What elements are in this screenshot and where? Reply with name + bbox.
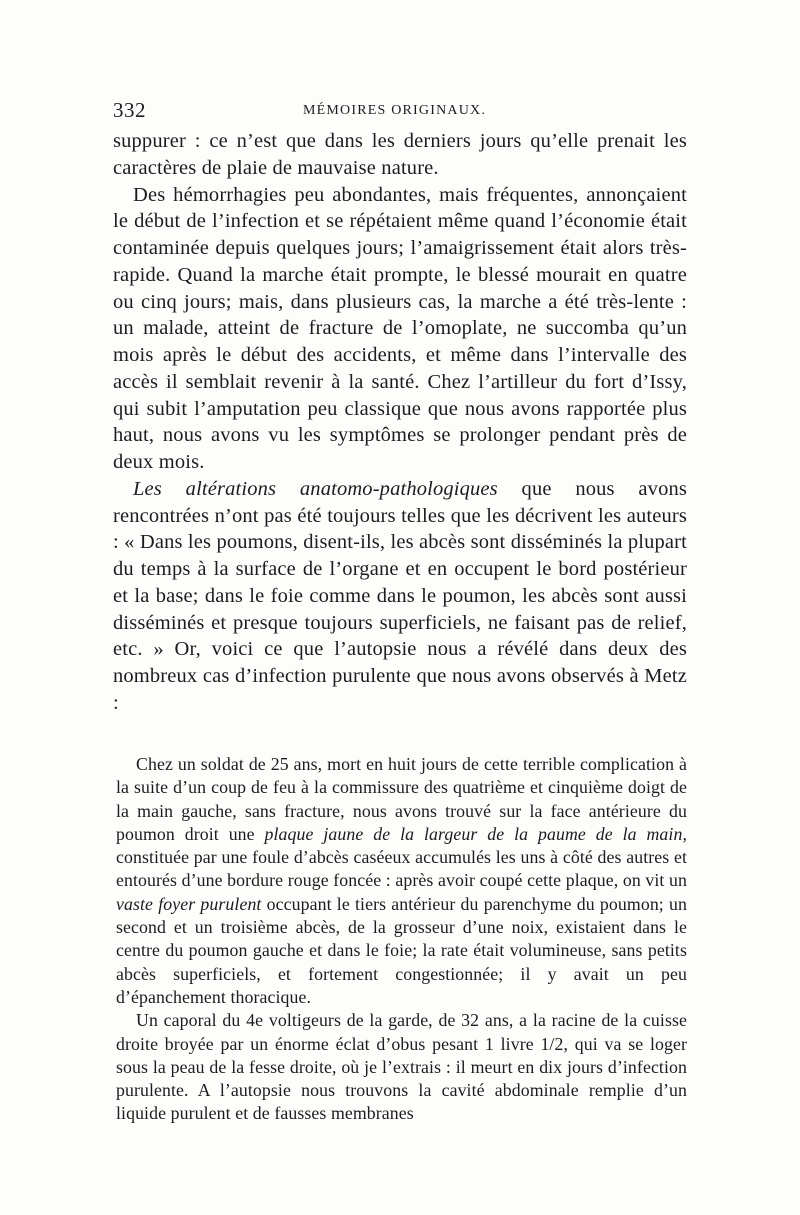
paragraph-hemorrhages: Des hémorrhagies peu abondantes, mais fréquentes, annonçaient le début de l’infection et se répétaient même quand l’économie était contaminée depuis quelques jours; l’amaigrissement était alors très-rapide. Quand la marche était prompte, le blessé mourait en quatre ou cinq jours; mais, dans plusieurs cas, la marche a été très-lente : un malade, atteint de fracture de l’omoplate, ne succomba qu’un mois après le début des accidents, et même dans l’intervalle des accès il semblait revenir à la santé. Chez l’artilleur du fort d’Issy, qui subit l’amputation peu classique que nous avons rapportée plus haut, nous avons vu les symptômes se prolonger pendant près de deux mois. (113, 183, 687, 473)
case-soldier-part3: occupant le tiers antérieur du parenchyme du poumon; un second et un troisième abcès, de la grosseur d’une noix, existaient dans le centre du poumon gauche et dans le foie; la rate était volumineuse, sans petits abcès superficiels, et fortement congestionnée; il y avait un peu d’épanchement thoracique. (116, 893, 687, 1007)
italic-lead: Les altérations anatomo-pathologiques (133, 477, 498, 500)
main-text (113, 128, 687, 717)
paragraph-alterations-text: que nous avons rencontrées n’ont pas été toujours telles que les décrivent les auteurs : « Dans les poumons, disent-ils, les abcès sont disséminés la plupart du temps à la surface de l’organe et en occupent le bord postérieur et la base; dans le foie comme dans le poumon, les abcès sont aussi disséminés et presque toujours superficiels, ne faisant pas de relief, etc. » Or, voici ce que l’autopsie nous a révélé dans deux des nombreux cas d’infection purulente que nous avons observés à Metz : (113, 477, 688, 714)
case-soldier-part1: Chez un soldat de 25 ans, mort en huit jours de cette terrible complication à la suite d’un coup de feu à la commissure des quatrième et cinquième doigt de la main gauche, sans fracture, nous avons trouvé sur la face antérieure du poumon droit une (116, 754, 687, 844)
paragraph-alterations (113, 476, 687, 717)
case-corporal: Un caporal du 4e voltigeurs de la garde, de 32 ans, a la racine de la cuisse droite broyée par un énorme éclat d’obus pesant 1 livre 1/2, qui va se loger sous la peau de la fesse droite, où je l’extrais : il meurt en dix jours d’infection purulente. A l’autopsie nous trouvons la cavité abdominale remplie d’un liquide purulent et de fausses membranes (116, 1010, 687, 1124)
page-number: 332 (113, 98, 146, 122)
case-soldier-italic2: vaste foyer purulent (116, 893, 262, 914)
case-soldier-part2: constituée par une foule d’abcès caséeux accumulés les uns à côté des autres et entourés d’une bordure rouge foncée : après avoir coupé cette plaque, on vit un (116, 847, 687, 891)
running-head (113, 98, 687, 122)
case-soldier-italic1: plaque jaune de la largeur de la paume de la main, (264, 823, 687, 844)
paragraph-continuation: suppurer : ce n’est que dans les derniers jours qu’elle prenait les caractères de plaie de mauvaise nature. (113, 130, 687, 179)
case-reports (116, 753, 687, 1126)
case-soldier (116, 753, 687, 1009)
running-title: MÉMOIRES ORIGINAUX. (303, 103, 487, 118)
